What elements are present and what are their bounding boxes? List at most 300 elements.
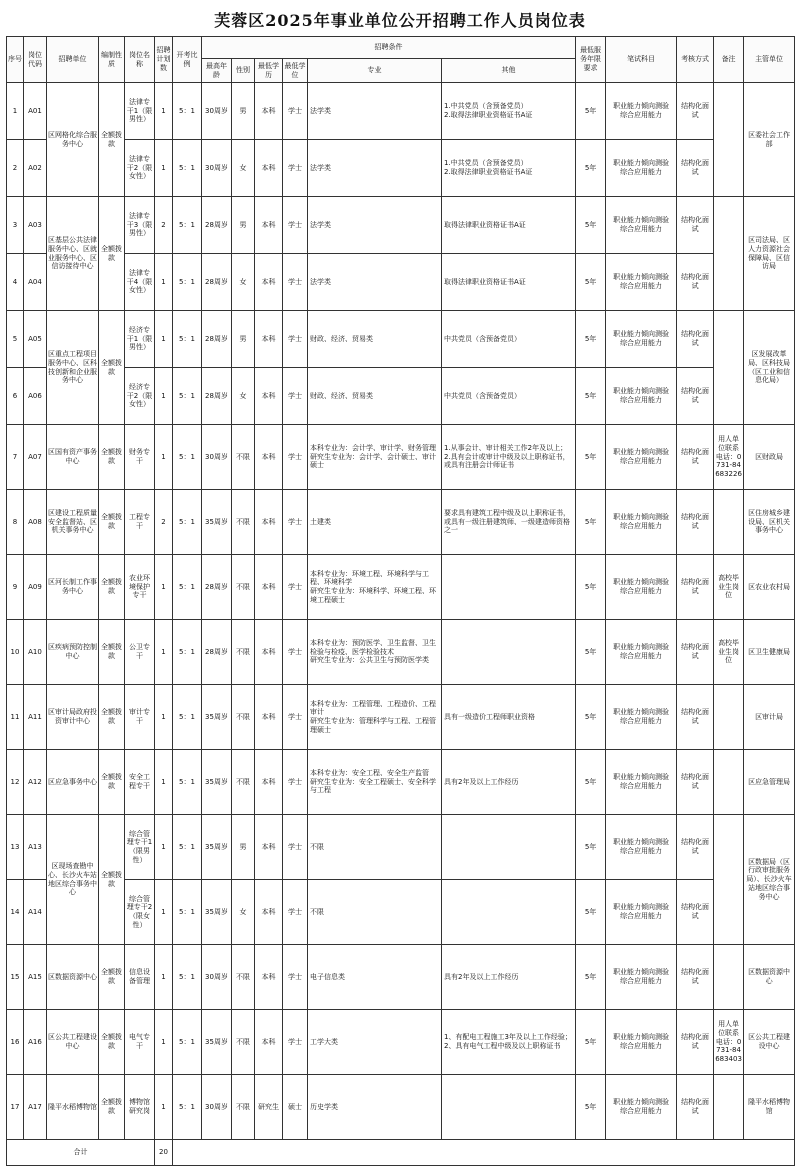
cell-years: 5年 xyxy=(576,750,606,815)
cell-nature: 全额拨款 xyxy=(99,83,125,197)
cell-gender: 不限 xyxy=(232,1010,255,1075)
header-unit: 招聘单位 xyxy=(47,37,99,83)
header-seq: 序号 xyxy=(7,37,24,83)
cell-gender: 女 xyxy=(232,880,255,945)
table-row xyxy=(7,750,795,815)
cell-plan: 1 xyxy=(155,368,173,425)
header-plan: 招聘计划数 xyxy=(155,37,173,83)
cell-other: 中共党员（含预备党员） xyxy=(442,368,576,425)
cell-interview: 结构化面试 xyxy=(677,425,714,490)
cell-remark: 高校毕业生岗位 xyxy=(714,620,744,685)
cell-plan: 1 xyxy=(155,254,173,311)
cell-unit: 区审计局政府投资审计中心 xyxy=(47,685,99,750)
cell-ratio: 5：1 xyxy=(173,83,202,140)
cell-plan: 2 xyxy=(155,490,173,555)
cell-degree: 学士 xyxy=(283,368,308,425)
cell-ratio: 5：1 xyxy=(173,368,202,425)
table-row xyxy=(7,83,795,140)
cell-nature: 全额拨款 xyxy=(99,815,125,945)
cell-other xyxy=(442,880,576,945)
cell-gender: 不限 xyxy=(232,1075,255,1140)
cell-remark xyxy=(714,83,744,197)
cell-code: A07 xyxy=(24,425,47,490)
header-nature: 编制性质 xyxy=(99,37,125,83)
cell-interview: 结构化面试 xyxy=(677,197,714,254)
cell-written: 职业能力倾向测验 综合应用能力 xyxy=(606,197,677,254)
cell-degree: 硕士 xyxy=(283,1075,308,1140)
cell-edu: 本科 xyxy=(255,620,283,685)
cell-code: A04 xyxy=(24,254,47,311)
cell-plan: 1 xyxy=(155,880,173,945)
cell-gender: 男 xyxy=(232,83,255,140)
cell-seq: 14 xyxy=(7,880,24,945)
cell-other: 具有一级造价工程师职业资格 xyxy=(442,685,576,750)
cell-gender: 不限 xyxy=(232,750,255,815)
cell-ratio: 5：1 xyxy=(173,620,202,685)
cell-written: 职业能力倾向测验 综合应用能力 xyxy=(606,254,677,311)
header-remark: 备注 xyxy=(714,37,744,83)
cell-ratio: 5：1 xyxy=(173,490,202,555)
cell-plan: 2 xyxy=(155,197,173,254)
cell-post: 审计专干 xyxy=(125,685,155,750)
cell-degree: 学士 xyxy=(283,750,308,815)
cell-major: 法学类 xyxy=(308,254,442,311)
page-title: 芙蓉区2025年事业单位公开招聘工作人员岗位表 xyxy=(214,11,586,30)
cell-plan: 1 xyxy=(155,311,173,368)
cell-years: 5年 xyxy=(576,368,606,425)
cell-age: 30周岁 xyxy=(202,83,232,140)
cell-seq: 1 xyxy=(7,83,24,140)
cell-unit: 区现场查勘中心、长沙火车站地区综合事务中心 xyxy=(47,815,99,945)
cell-unit: 区河长制工作事务中心 xyxy=(47,555,99,620)
cell-nature: 全额拨款 xyxy=(99,425,125,490)
cell-degree: 学士 xyxy=(283,311,308,368)
cell-years: 5年 xyxy=(576,815,606,880)
cell-ratio: 5：1 xyxy=(173,750,202,815)
cell-years: 5年 xyxy=(576,83,606,140)
cell-major: 财政、经济、贸易类 xyxy=(308,311,442,368)
cell-gender: 男 xyxy=(232,815,255,880)
cell-degree: 学士 xyxy=(283,620,308,685)
cell-code: A11 xyxy=(24,685,47,750)
cell-post: 经济专干2（限女性） xyxy=(125,368,155,425)
cell-unit: 区数据资源中心 xyxy=(47,945,99,1010)
cell-gender: 不限 xyxy=(232,555,255,620)
header-years: 最低服务年限要求 xyxy=(576,37,606,83)
cell-interview: 结构化面试 xyxy=(677,880,714,945)
cell-dept: 区公共工程建设中心 xyxy=(744,1010,795,1075)
cell-post: 财务专干 xyxy=(125,425,155,490)
cell-code: A17 xyxy=(24,1075,47,1140)
cell-plan: 1 xyxy=(155,425,173,490)
cell-edu: 本科 xyxy=(255,254,283,311)
cell-nature: 全额拨款 xyxy=(99,555,125,620)
positions-table xyxy=(6,36,795,1166)
cell-remark xyxy=(714,311,744,425)
cell-years: 5年 xyxy=(576,1010,606,1075)
cell-dept: 区财政局 xyxy=(744,425,795,490)
cell-ratio: 5：1 xyxy=(173,555,202,620)
cell-nature: 全额拨款 xyxy=(99,620,125,685)
cell-ratio: 5：1 xyxy=(173,254,202,311)
cell-gender: 不限 xyxy=(232,425,255,490)
cell-years: 5年 xyxy=(576,685,606,750)
cell-seq: 7 xyxy=(7,425,24,490)
table-row xyxy=(7,555,795,620)
cell-seq: 2 xyxy=(7,140,24,197)
cell-plan: 1 xyxy=(155,140,173,197)
cell-major: 法学类 xyxy=(308,197,442,254)
cell-age: 35周岁 xyxy=(202,815,232,880)
cell-degree: 学士 xyxy=(283,425,308,490)
cell-seq: 15 xyxy=(7,945,24,1010)
cell-remark xyxy=(714,197,744,311)
cell-written: 职业能力倾向测验 综合应用能力 xyxy=(606,1075,677,1140)
cell-age: 28周岁 xyxy=(202,368,232,425)
cell-code: A13 xyxy=(24,815,47,880)
cell-nature: 全额拨款 xyxy=(99,311,125,425)
cell-years: 5年 xyxy=(576,1075,606,1140)
cell-interview: 结构化面试 xyxy=(677,140,714,197)
cell-dept: 区农业农村局 xyxy=(744,555,795,620)
total-label: 合计 xyxy=(7,1140,155,1166)
cell-degree: 学士 xyxy=(283,83,308,140)
cell-dept: 区审计局 xyxy=(744,685,795,750)
cell-major: 本科专业为：会计学、审计学、财务管理 研究生专业为：会计学、会计硕士、审计硕士 xyxy=(308,425,442,490)
cell-age: 28周岁 xyxy=(202,254,232,311)
cell-age: 35周岁 xyxy=(202,490,232,555)
header-written: 笔试科目 xyxy=(606,37,677,83)
cell-gender: 不限 xyxy=(232,945,255,1010)
cell-seq: 11 xyxy=(7,685,24,750)
header-post: 岗位名称 xyxy=(125,37,155,83)
cell-plan: 1 xyxy=(155,750,173,815)
cell-written: 职业能力倾向测验 综合应用能力 xyxy=(606,815,677,880)
table-row xyxy=(7,685,795,750)
cell-written: 职业能力倾向测验 综合应用能力 xyxy=(606,140,677,197)
cell-plan: 1 xyxy=(155,83,173,140)
cell-major: 工学大类 xyxy=(308,1010,442,1075)
cell-remark xyxy=(714,750,744,815)
header-degree: 最低学位 xyxy=(283,59,308,83)
cell-edu: 本科 xyxy=(255,880,283,945)
cell-ratio: 5：1 xyxy=(173,1075,202,1140)
cell-age: 35周岁 xyxy=(202,685,232,750)
cell-degree: 学士 xyxy=(283,490,308,555)
cell-interview: 结构化面试 xyxy=(677,945,714,1010)
header-gender: 性别 xyxy=(232,59,255,83)
cell-seq: 12 xyxy=(7,750,24,815)
cell-edu: 本科 xyxy=(255,140,283,197)
cell-years: 5年 xyxy=(576,197,606,254)
cell-other xyxy=(442,815,576,880)
cell-years: 5年 xyxy=(576,311,606,368)
cell-major: 不限 xyxy=(308,880,442,945)
cell-interview: 结构化面试 xyxy=(677,490,714,555)
cell-post: 工程专干 xyxy=(125,490,155,555)
cell-degree: 学士 xyxy=(283,945,308,1010)
cell-major: 法学类 xyxy=(308,83,442,140)
cell-unit: 区重点工程项目服务中心、区科技创新和企业服务中心 xyxy=(47,311,99,425)
cell-other: 1.从事会计、审计相关工作2年及以上； 2.具有会计或审计中级及以上职称证书，或具有注册会计师证书 xyxy=(442,425,576,490)
cell-age: 30周岁 xyxy=(202,1075,232,1140)
cell-interview: 结构化面试 xyxy=(677,555,714,620)
cell-edu: 本科 xyxy=(255,555,283,620)
cell-major: 本科专业为：安全工程、安全生产监管 研究生专业为：安全工程硕士、安全科学与工程 xyxy=(308,750,442,815)
total-value: 20 xyxy=(155,1140,173,1166)
cell-code: A02 xyxy=(24,140,47,197)
cell-gender: 不限 xyxy=(232,490,255,555)
cell-plan: 1 xyxy=(155,945,173,1010)
cell-nature: 全额拨款 xyxy=(99,1075,125,1140)
table-row xyxy=(7,140,795,197)
cell-gender: 男 xyxy=(232,311,255,368)
cell-remark: 高校毕业生岗位 xyxy=(714,555,744,620)
cell-remark xyxy=(714,685,744,750)
cell-remark xyxy=(714,490,744,555)
cell-code: A15 xyxy=(24,945,47,1010)
cell-seq: 16 xyxy=(7,1010,24,1075)
cell-major: 本科专业为：工程管理、工程造价、工程审计 研究生专业为：管理科学与工程、工程管理硕士 xyxy=(308,685,442,750)
cell-degree: 学士 xyxy=(283,555,308,620)
cell-other: 中共党员（含预备党员） xyxy=(442,311,576,368)
cell-written: 职业能力倾向测验 综合应用能力 xyxy=(606,1010,677,1075)
cell-unit: 区公共工程建设中心 xyxy=(47,1010,99,1075)
cell-nature: 全额拨款 xyxy=(99,197,125,311)
header-major: 专业 xyxy=(308,59,442,83)
cell-seq: 9 xyxy=(7,555,24,620)
cell-degree: 学士 xyxy=(283,880,308,945)
header-ratio: 开考比例 xyxy=(173,37,202,83)
cell-other: 1、有配电工程施工3年及以上工作经验； 2、具有电气工程中级及以上职称证书 xyxy=(442,1010,576,1075)
cell-degree: 学士 xyxy=(283,815,308,880)
cell-degree: 学士 xyxy=(283,254,308,311)
cell-nature: 全额拨款 xyxy=(99,945,125,1010)
table-row xyxy=(7,254,795,311)
cell-edu: 研究生 xyxy=(255,1075,283,1140)
cell-major: 土建类 xyxy=(308,490,442,555)
cell-degree: 学士 xyxy=(283,197,308,254)
cell-years: 5年 xyxy=(576,945,606,1010)
cell-post: 经济专干1（限男性） xyxy=(125,311,155,368)
cell-ratio: 5：1 xyxy=(173,140,202,197)
cell-post: 安全工程专干 xyxy=(125,750,155,815)
cell-post: 综合管理专干1（限男性） xyxy=(125,815,155,880)
cell-post: 法律专干4（限女性） xyxy=(125,254,155,311)
table-row xyxy=(7,490,795,555)
cell-interview: 结构化面试 xyxy=(677,83,714,140)
cell-post: 公卫专干 xyxy=(125,620,155,685)
cell-dept: 区应急管理局 xyxy=(744,750,795,815)
cell-seq: 8 xyxy=(7,490,24,555)
cell-interview: 结构化面试 xyxy=(677,1075,714,1140)
cell-written: 职业能力倾向测验 综合应用能力 xyxy=(606,311,677,368)
cell-age: 35周岁 xyxy=(202,880,232,945)
cell-other: 1.中共党员（含预备党员） 2.取得法律职业资格证书A证 xyxy=(442,83,576,140)
cell-ratio: 5：1 xyxy=(173,311,202,368)
cell-major: 电子信息类 xyxy=(308,945,442,1010)
cell-post: 法律专干2（限女性） xyxy=(125,140,155,197)
header-dept: 主管单位 xyxy=(744,37,795,83)
cell-nature: 全额拨款 xyxy=(99,750,125,815)
cell-major: 历史学类 xyxy=(308,1075,442,1140)
cell-other: 具有2年及以上工作经历 xyxy=(442,750,576,815)
cell-major: 法学类 xyxy=(308,140,442,197)
cell-seq: 6 xyxy=(7,368,24,425)
cell-dept: 区数据局（区行政审批服务局）、长沙火车站地区综合事务中心 xyxy=(744,815,795,945)
header-edu: 最低学历 xyxy=(255,59,283,83)
header-other: 其他 xyxy=(442,59,576,83)
table-row xyxy=(7,368,795,425)
cell-other: 1.中共党员（含预备党员） 2.取得法律职业资格证书A证 xyxy=(442,140,576,197)
cell-other: 要求具有建筑工程中级及以上职称证书，或具有一级注册建筑师、一级建造师资格之一 xyxy=(442,490,576,555)
cell-code: A01 xyxy=(24,83,47,140)
table-row xyxy=(7,311,795,368)
cell-unit: 区基层公共法律服务中心、区就业服务中心、区信访接待中心 xyxy=(47,197,99,311)
cell-edu: 本科 xyxy=(255,311,283,368)
table-row xyxy=(7,1075,795,1140)
cell-years: 5年 xyxy=(576,425,606,490)
cell-unit: 区应急事务中心 xyxy=(47,750,99,815)
cell-code: A16 xyxy=(24,1010,47,1075)
table-row xyxy=(7,945,795,1010)
cell-remark: 用人单位联系电话：0731-84683226 xyxy=(714,425,744,490)
cell-written: 职业能力倾向测验 综合应用能力 xyxy=(606,880,677,945)
cell-edu: 本科 xyxy=(255,750,283,815)
cell-years: 5年 xyxy=(576,555,606,620)
cell-years: 5年 xyxy=(576,140,606,197)
cell-ratio: 5：1 xyxy=(173,815,202,880)
cell-edu: 本科 xyxy=(255,368,283,425)
cell-ratio: 5：1 xyxy=(173,685,202,750)
cell-age: 28周岁 xyxy=(202,197,232,254)
cell-major: 本科专业为：预防医学、卫生监督、卫生检验与检疫、医学检验技术 研究生专业为：公共卫生与预防医学类 xyxy=(308,620,442,685)
cell-seq: 3 xyxy=(7,197,24,254)
cell-remark xyxy=(714,1075,744,1140)
cell-written: 职业能力倾向测验 综合应用能力 xyxy=(606,685,677,750)
cell-seq: 17 xyxy=(7,1075,24,1140)
cell-age: 35周岁 xyxy=(202,750,232,815)
total-empty xyxy=(173,1140,795,1166)
cell-plan: 1 xyxy=(155,815,173,880)
cell-written: 职业能力倾向测验 综合应用能力 xyxy=(606,750,677,815)
cell-edu: 本科 xyxy=(255,83,283,140)
cell-interview: 结构化面试 xyxy=(677,311,714,368)
cell-remark xyxy=(714,945,744,1010)
cell-dept: 区发展改革局、区科技局（区工业和信息化局） xyxy=(744,311,795,425)
table-row xyxy=(7,197,795,254)
cell-gender: 男 xyxy=(232,197,255,254)
cell-age: 30周岁 xyxy=(202,140,232,197)
cell-edu: 本科 xyxy=(255,425,283,490)
cell-written: 职业能力倾向测验 综合应用能力 xyxy=(606,490,677,555)
cell-ratio: 5：1 xyxy=(173,197,202,254)
cell-unit: 区国有资产事务中心 xyxy=(47,425,99,490)
cell-dept: 隆平水稻博物馆 xyxy=(744,1075,795,1140)
cell-post: 法律专干1（限男性） xyxy=(125,83,155,140)
cell-code: A09 xyxy=(24,555,47,620)
cell-gender: 不限 xyxy=(232,685,255,750)
cell-other xyxy=(442,1075,576,1140)
cell-age: 30周岁 xyxy=(202,945,232,1010)
cell-plan: 1 xyxy=(155,620,173,685)
cell-edu: 本科 xyxy=(255,945,283,1010)
cell-unit: 区网格化综合服务中心 xyxy=(47,83,99,197)
cell-seq: 5 xyxy=(7,311,24,368)
cell-interview: 结构化面试 xyxy=(677,815,714,880)
cell-dept: 区司法局、区人力资源社会保障局、区信访局 xyxy=(744,197,795,311)
cell-code: A08 xyxy=(24,490,47,555)
cell-years: 5年 xyxy=(576,880,606,945)
cell-dept: 区数据资源中心 xyxy=(744,945,795,1010)
cell-interview: 结构化面试 xyxy=(677,750,714,815)
table-row xyxy=(7,815,795,880)
cell-other xyxy=(442,555,576,620)
cell-interview: 结构化面试 xyxy=(677,254,714,311)
header-conditions: 招聘条件 xyxy=(202,37,576,59)
cell-code: A03 xyxy=(24,197,47,254)
cell-interview: 结构化面试 xyxy=(677,685,714,750)
cell-gender: 不限 xyxy=(232,620,255,685)
cell-written: 职业能力倾向测验 综合应用能力 xyxy=(606,83,677,140)
cell-interview: 结构化面试 xyxy=(677,368,714,425)
cell-gender: 女 xyxy=(232,140,255,197)
header-interview: 考核方式 xyxy=(677,37,714,83)
cell-written: 职业能力倾向测验 综合应用能力 xyxy=(606,945,677,1010)
cell-ratio: 5：1 xyxy=(173,945,202,1010)
cell-written: 职业能力倾向测验 综合应用能力 xyxy=(606,368,677,425)
cell-post: 法律专干3（限男性） xyxy=(125,197,155,254)
cell-age: 28周岁 xyxy=(202,555,232,620)
cell-age: 28周岁 xyxy=(202,620,232,685)
table-row xyxy=(7,620,795,685)
cell-nature: 全额拨款 xyxy=(99,1010,125,1075)
total-row xyxy=(7,1140,795,1166)
cell-years: 5年 xyxy=(576,490,606,555)
cell-major: 本科专业为：环境工程、环境科学与工程、环境科学 研究生专业为：环境科学、环境工程、环境工程硕士 xyxy=(308,555,442,620)
cell-nature: 全额拨款 xyxy=(99,490,125,555)
cell-degree: 学士 xyxy=(283,685,308,750)
cell-major: 不限 xyxy=(308,815,442,880)
header-age: 最高年龄 xyxy=(202,59,232,83)
cell-ratio: 5：1 xyxy=(173,425,202,490)
cell-seq: 10 xyxy=(7,620,24,685)
cell-degree: 学士 xyxy=(283,140,308,197)
cell-code: A12 xyxy=(24,750,47,815)
cell-other: 取得法律职业资格证书A证 xyxy=(442,254,576,311)
table-row xyxy=(7,880,795,945)
table-row xyxy=(7,1010,795,1075)
cell-interview: 结构化面试 xyxy=(677,1010,714,1075)
cell-seq: 13 xyxy=(7,815,24,880)
cell-post: 博物馆研究岗 xyxy=(125,1075,155,1140)
cell-code: A06 xyxy=(24,368,47,425)
cell-code: A14 xyxy=(24,880,47,945)
cell-nature: 全额拨款 xyxy=(99,685,125,750)
table-row xyxy=(7,425,795,490)
cell-age: 35周岁 xyxy=(202,1010,232,1075)
cell-code: A10 xyxy=(24,620,47,685)
cell-gender: 女 xyxy=(232,254,255,311)
cell-degree: 学士 xyxy=(283,1010,308,1075)
cell-years: 5年 xyxy=(576,620,606,685)
cell-seq: 4 xyxy=(7,254,24,311)
cell-unit: 隆平水稻博物馆 xyxy=(47,1075,99,1140)
cell-interview: 结构化面试 xyxy=(677,620,714,685)
cell-major: 财政、经济、贸易类 xyxy=(308,368,442,425)
cell-written: 职业能力倾向测验 综合应用能力 xyxy=(606,425,677,490)
cell-years: 5年 xyxy=(576,254,606,311)
